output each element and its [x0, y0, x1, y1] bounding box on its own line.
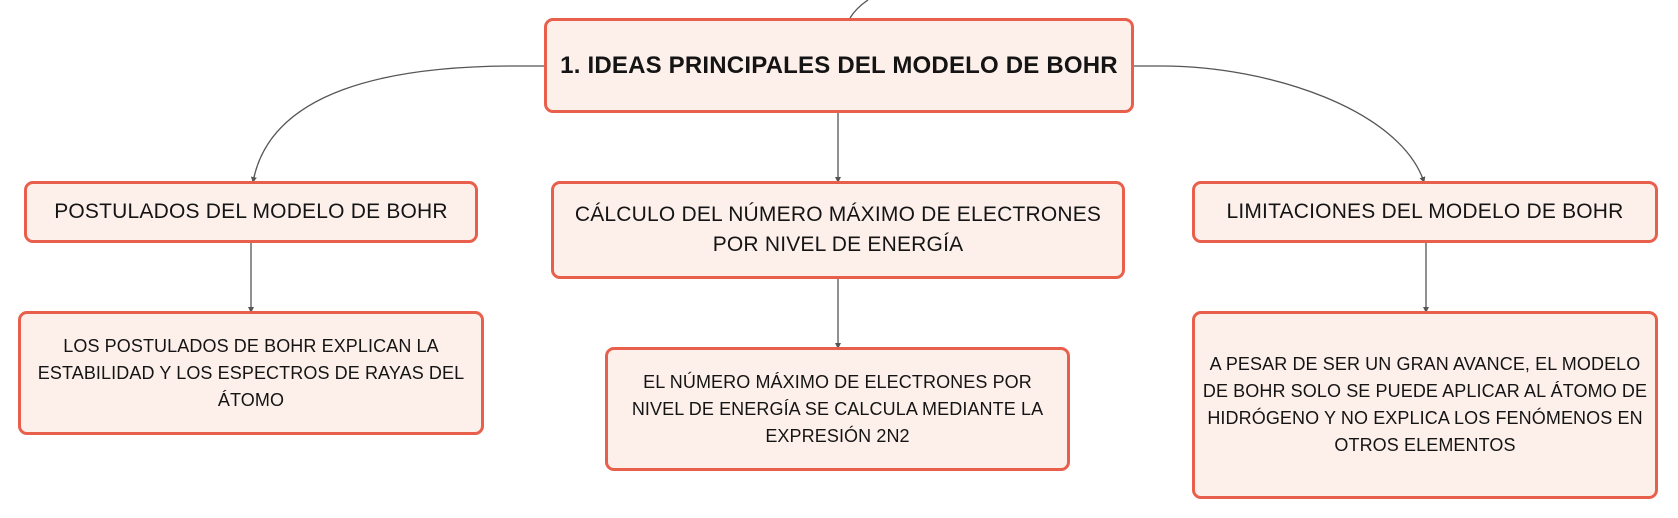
root-topic[interactable] [544, 18, 1134, 113]
subtopic-calculo-text: EL NÚMERO MÁXIMO DE ELECTRONES POR NIVEL DE ENERGÍA SE CALCULA MEDIANTE LA EXPRESIÓN 2N2 [631, 371, 1044, 446]
topic-calculo[interactable] [551, 181, 1125, 279]
subtopic-postulados-detail[interactable] [18, 311, 484, 435]
topic-calculo-label: CÁLCULO DEL NÚMERO MÁXIMO DE ELECTRONES POR NIVEL DE ENERGÍA [574, 203, 1102, 256]
topic-limitaciones-label: LIMITACIONES DEL MODELO DE BOHR [1226, 200, 1624, 223]
subtopic-limitaciones-detail[interactable] [1192, 311, 1658, 499]
topic-postulados[interactable] [24, 181, 478, 243]
subtopic-calculo-detail[interactable] [605, 347, 1070, 471]
topic-limitaciones[interactable] [1192, 181, 1658, 243]
subtopic-limitaciones-text: A PESAR DE SER UN GRAN AVANCE, EL MODELO DE BOHR SOLO SE PUEDE APLICAR AL ÁTOMO DE HIDRÓGENO Y NO EXPLICA LOS FENÓMENOS EN OTROS ELEMENTOS [1202, 354, 1648, 455]
topic-postulados-label: POSTULADOS DEL MODELO DE BOHR [54, 200, 448, 223]
connector-incoming [850, 0, 868, 18]
root-topic-label: 1. IDEAS PRINCIPALES DEL MODELO DE BOHR [560, 51, 1118, 79]
connector-root-to-postulados [253, 66, 545, 182]
connector-root-to-limitaciones [1133, 66, 1424, 182]
subtopic-postulados-text: LOS POSTULADOS DE BOHR EXPLICAN LA ESTABILIDAD Y LOS ESPECTROS DE RAYAS DEL ÁTOMO [37, 335, 465, 410]
